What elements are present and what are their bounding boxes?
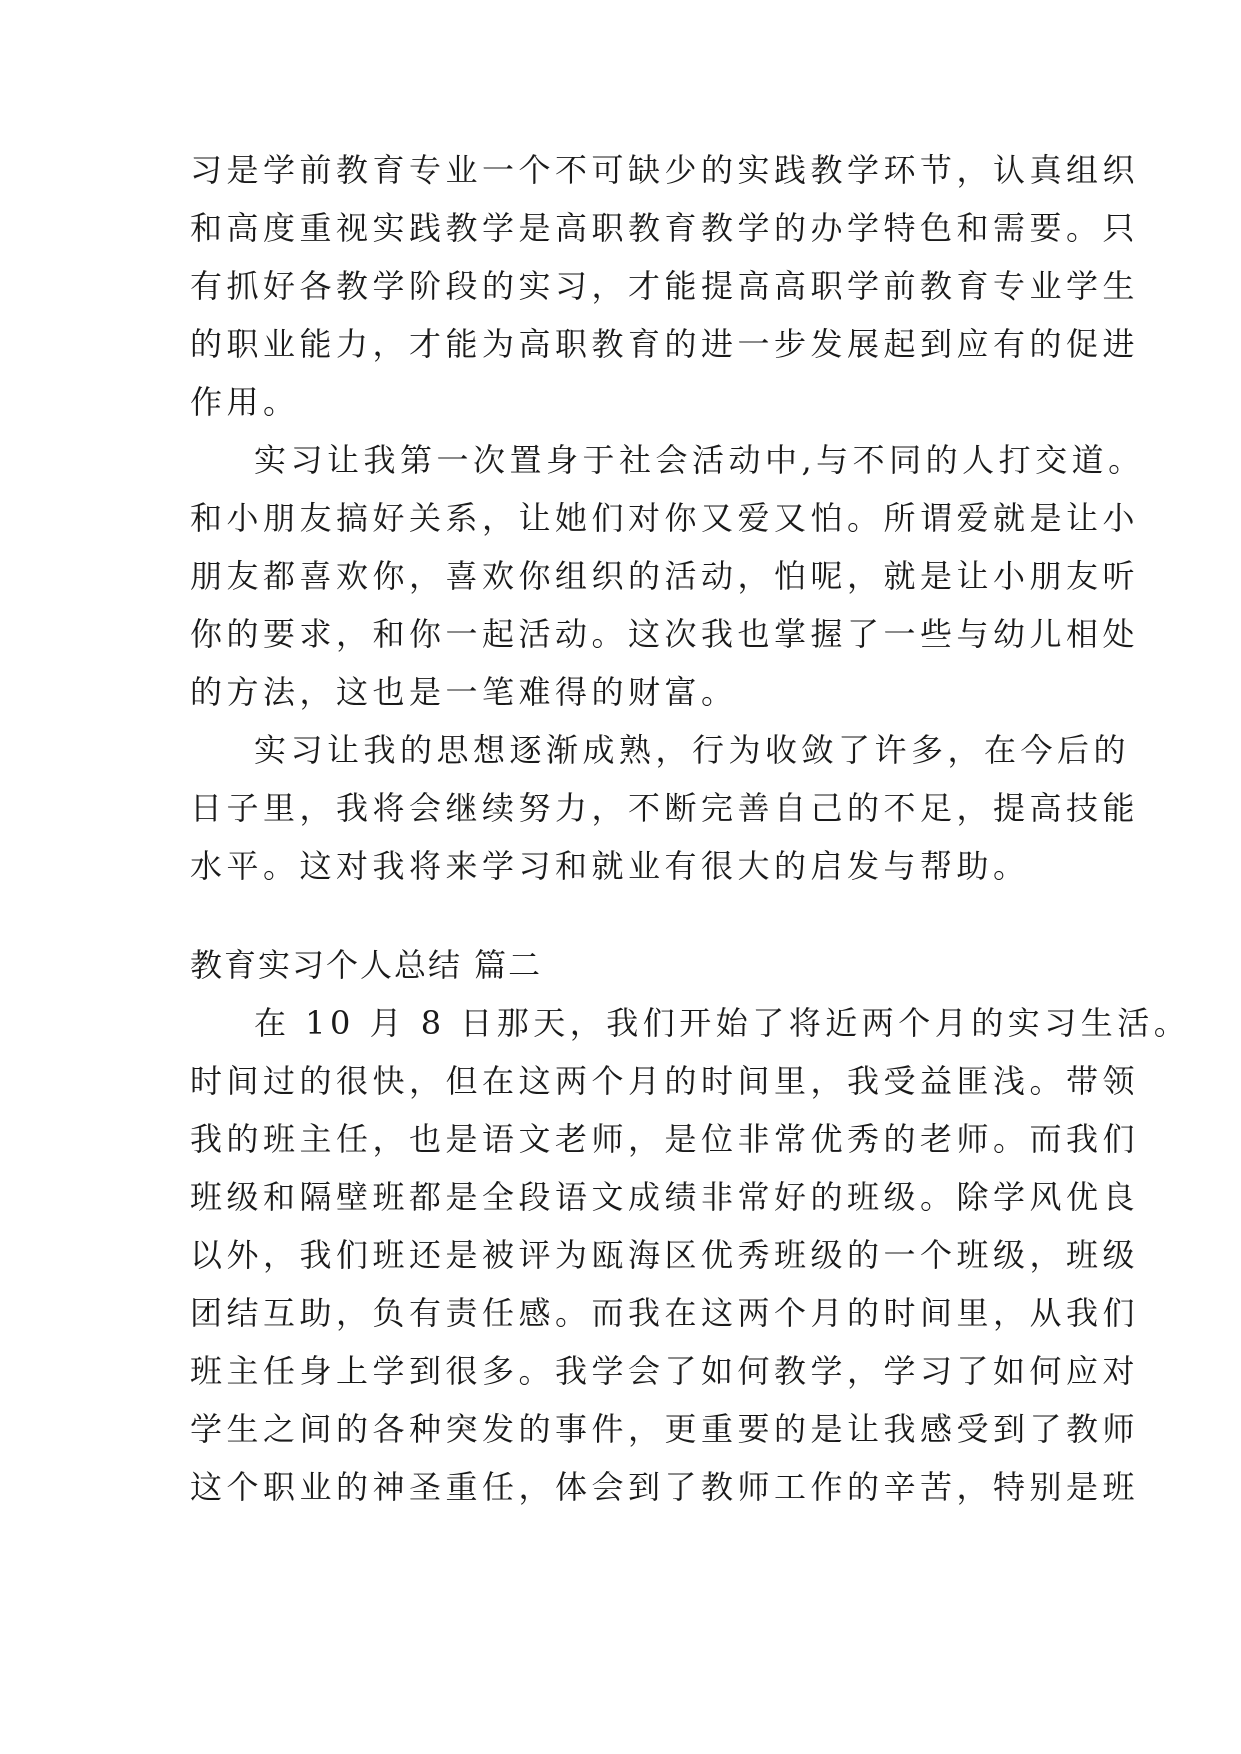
text-line: 有抓好各教学阶段的实习，才能提高高职学前教育专业学生 <box>190 267 1140 305</box>
section-heading: 教育实习个人总结 篇二 <box>190 946 543 984</box>
text-line: 学生之间的各种突发的事件，更重要的是让我感受到了教师 <box>190 1410 1140 1448</box>
text-line: 以外，我们班还是被评为瓯海区优秀班级的一个班级，班级 <box>190 1236 1140 1274</box>
text-line: 水平。这对我将来学习和就业有很大的启发与帮助。 <box>190 847 1030 885</box>
paragraph-start-line: 在 10 月 8 日那天，我们开始了将近两个月的实习生活。 <box>254 1004 1191 1042</box>
text-line: 的方法，这也是一笔难得的财富。 <box>190 673 738 711</box>
text-line: 班主任身上学到很多。我学会了如何教学，学习了如何应对 <box>190 1352 1140 1390</box>
text-line: 和高度重视实践教学是高职教育教学的办学特色和需要。只 <box>190 209 1140 247</box>
text-line: 朋友都喜欢你，喜欢你组织的活动，怕呢，就是让小朋友听 <box>190 557 1140 595</box>
text-line: 班级和隔壁班都是全段语文成绩非常好的班级。除学风优良 <box>190 1178 1140 1216</box>
paragraph-start-line: 实习让我第一次置身于社会活动中,与不同的人打交道。 <box>254 441 1145 479</box>
text-line: 的职业能力，才能为高职教育的进一步发展起到应有的促进 <box>190 325 1140 363</box>
text-line: 习是学前教育专业一个不可缺少的实践教学环节，认真组织 <box>190 151 1140 189</box>
text-line: 日子里，我将会继续努力，不断完善自己的不足，提高技能 <box>190 789 1140 827</box>
text-line: 时间过的很快，但在这两个月的时间里，我受益匪浅。带领 <box>190 1062 1140 1100</box>
text-line: 作用。 <box>190 383 300 421</box>
text-line: 你的要求，和你一起活动。这次我也掌握了一些与幼儿相处 <box>190 615 1140 653</box>
text-line: 这个职业的神圣重任，体会到了教师工作的辛苦，特别是班 <box>190 1468 1140 1506</box>
text-line: 团结互助，负有责任感。而我在这两个月的时间里，从我们 <box>190 1294 1140 1332</box>
text-line: 我的班主任，也是语文老师，是位非常优秀的老师。而我们 <box>190 1120 1140 1158</box>
text-line: 和小朋友搞好关系，让她们对你又爱又怕。所谓爱就是让小 <box>190 499 1140 537</box>
paragraph-start-line: 实习让我的思想逐渐成熟，行为收敛了许多，在今后的 <box>254 731 1131 769</box>
